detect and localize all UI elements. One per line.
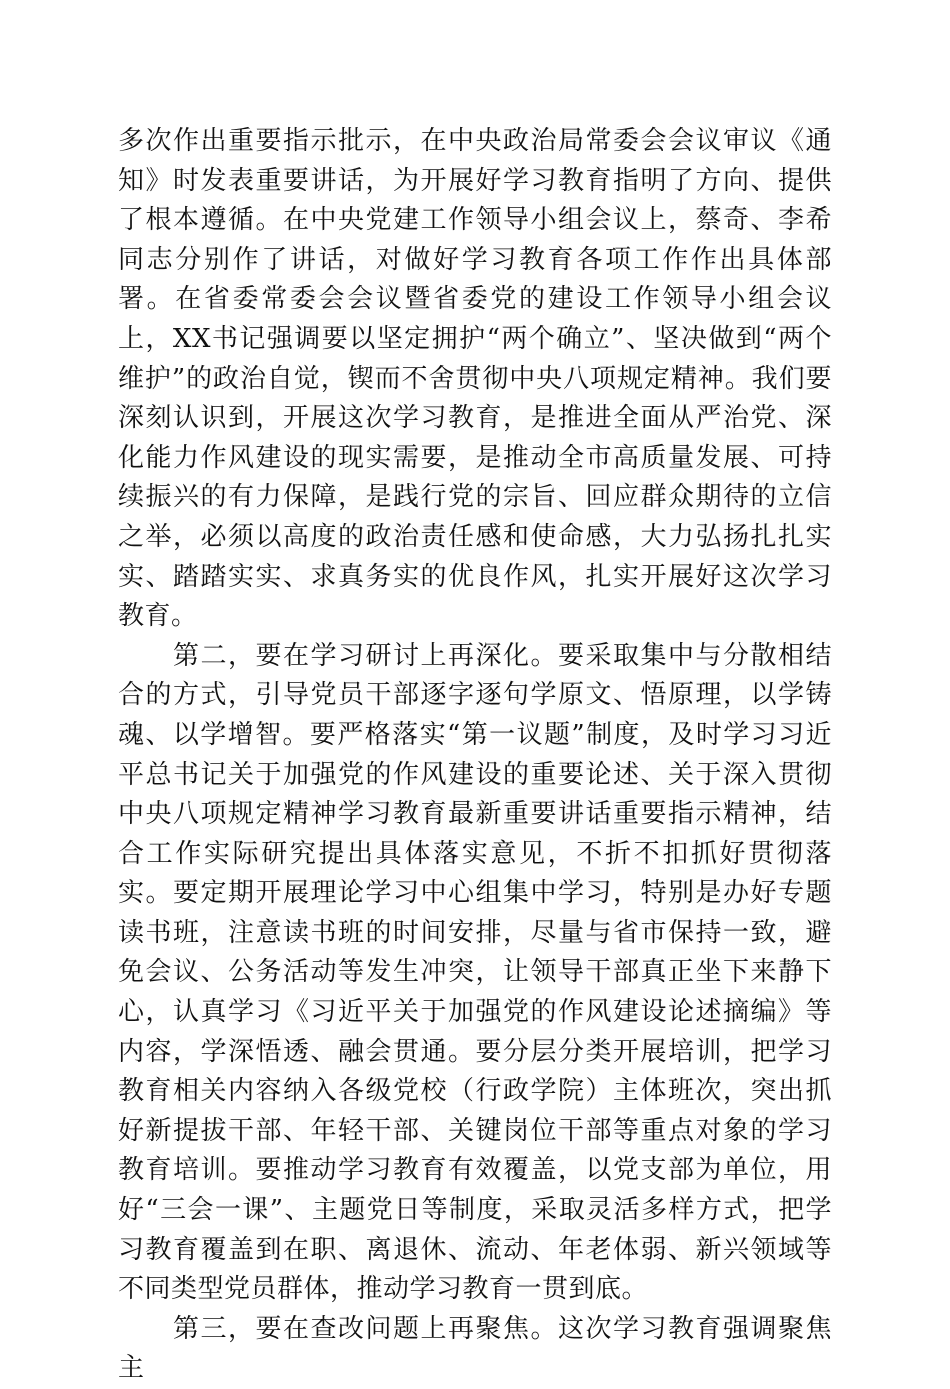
paragraph-2: 第二，要在学习研讨上再深化。要采取集中与分散相结合的方式，引导党员干部逐字逐句学原文、悟原理，以学铸魂、以学增智。要严格落实“第一议题”制度，及时学习习近平总书记关于加强党的作风建设的重要论述、关于深入贯彻中央八项规定精神学习教育最新重要讲话重要指示精神，结合工作实际研究提出具体落实意见，不折不扣抓好贯彻落实。要定期开展理论学习中心组集中学习，特别是办好专题读书班，注意读书班的时间安排，尽量与省市保持一致，避免会议、公务活动等发生冲突，让领导干部真正坐下来静下心，认真学习《习近平关于加强党的作风建设论述摘编》等内容，学深悟透、融会贯通。要分层分类开展培训，把学习教育相关内容纳入各级党校（行政学院）主体班次，突出抓好新提拔干部、年轻干部、关键岗位干部等重点对象的学习教育培训。要推动学习教育有效覆盖，以党支部为单位，用好“三会一课”、主题党日等制度，采取灵活多样方式，把学习教育覆盖到在职、离退休、流动、年老体弱、新兴领域等不同类型党员群体，推动学习教育一贯到底。 — [118, 640, 832, 1305]
paragraph-1: 多次作出重要指示批示，在中央政治局常委会会议审议《通知》时发表重要讲话，为开展好学习教育指明了方向、提供了根本遵循。在中央党建工作领导小组会议上，蔡奇、李希同志分别作了讲话，对做好学习教育各项工作作出具体部署。在省委常委会会议暨省委党的建设工作领导小组会议上，XX书记强调要以坚定拥护“两个确立”、坚决做到“两个维护”的政治自觉，锲而不舍贯彻中央八项规定精神。我们要深刻认识到，开展这次学习教育，是推进全面从严治党、深化能力作风建设的现实需要，是推动全市高质量发展、可持续振兴的有力保障，是践行党的宗旨、回应群众期待的立信之举，必须以高度的政治责任感和使命感，大力弘扬扎扎实实、踏踏实实、求真务实的优良作风，扎实开展好这次学习教育。 — [118, 126, 832, 632]
document-body — [118, 122, 832, 1389]
paragraph-3: 第三，要在查改问题上再聚焦。这次学习教育强调聚焦主 — [118, 1313, 832, 1384]
